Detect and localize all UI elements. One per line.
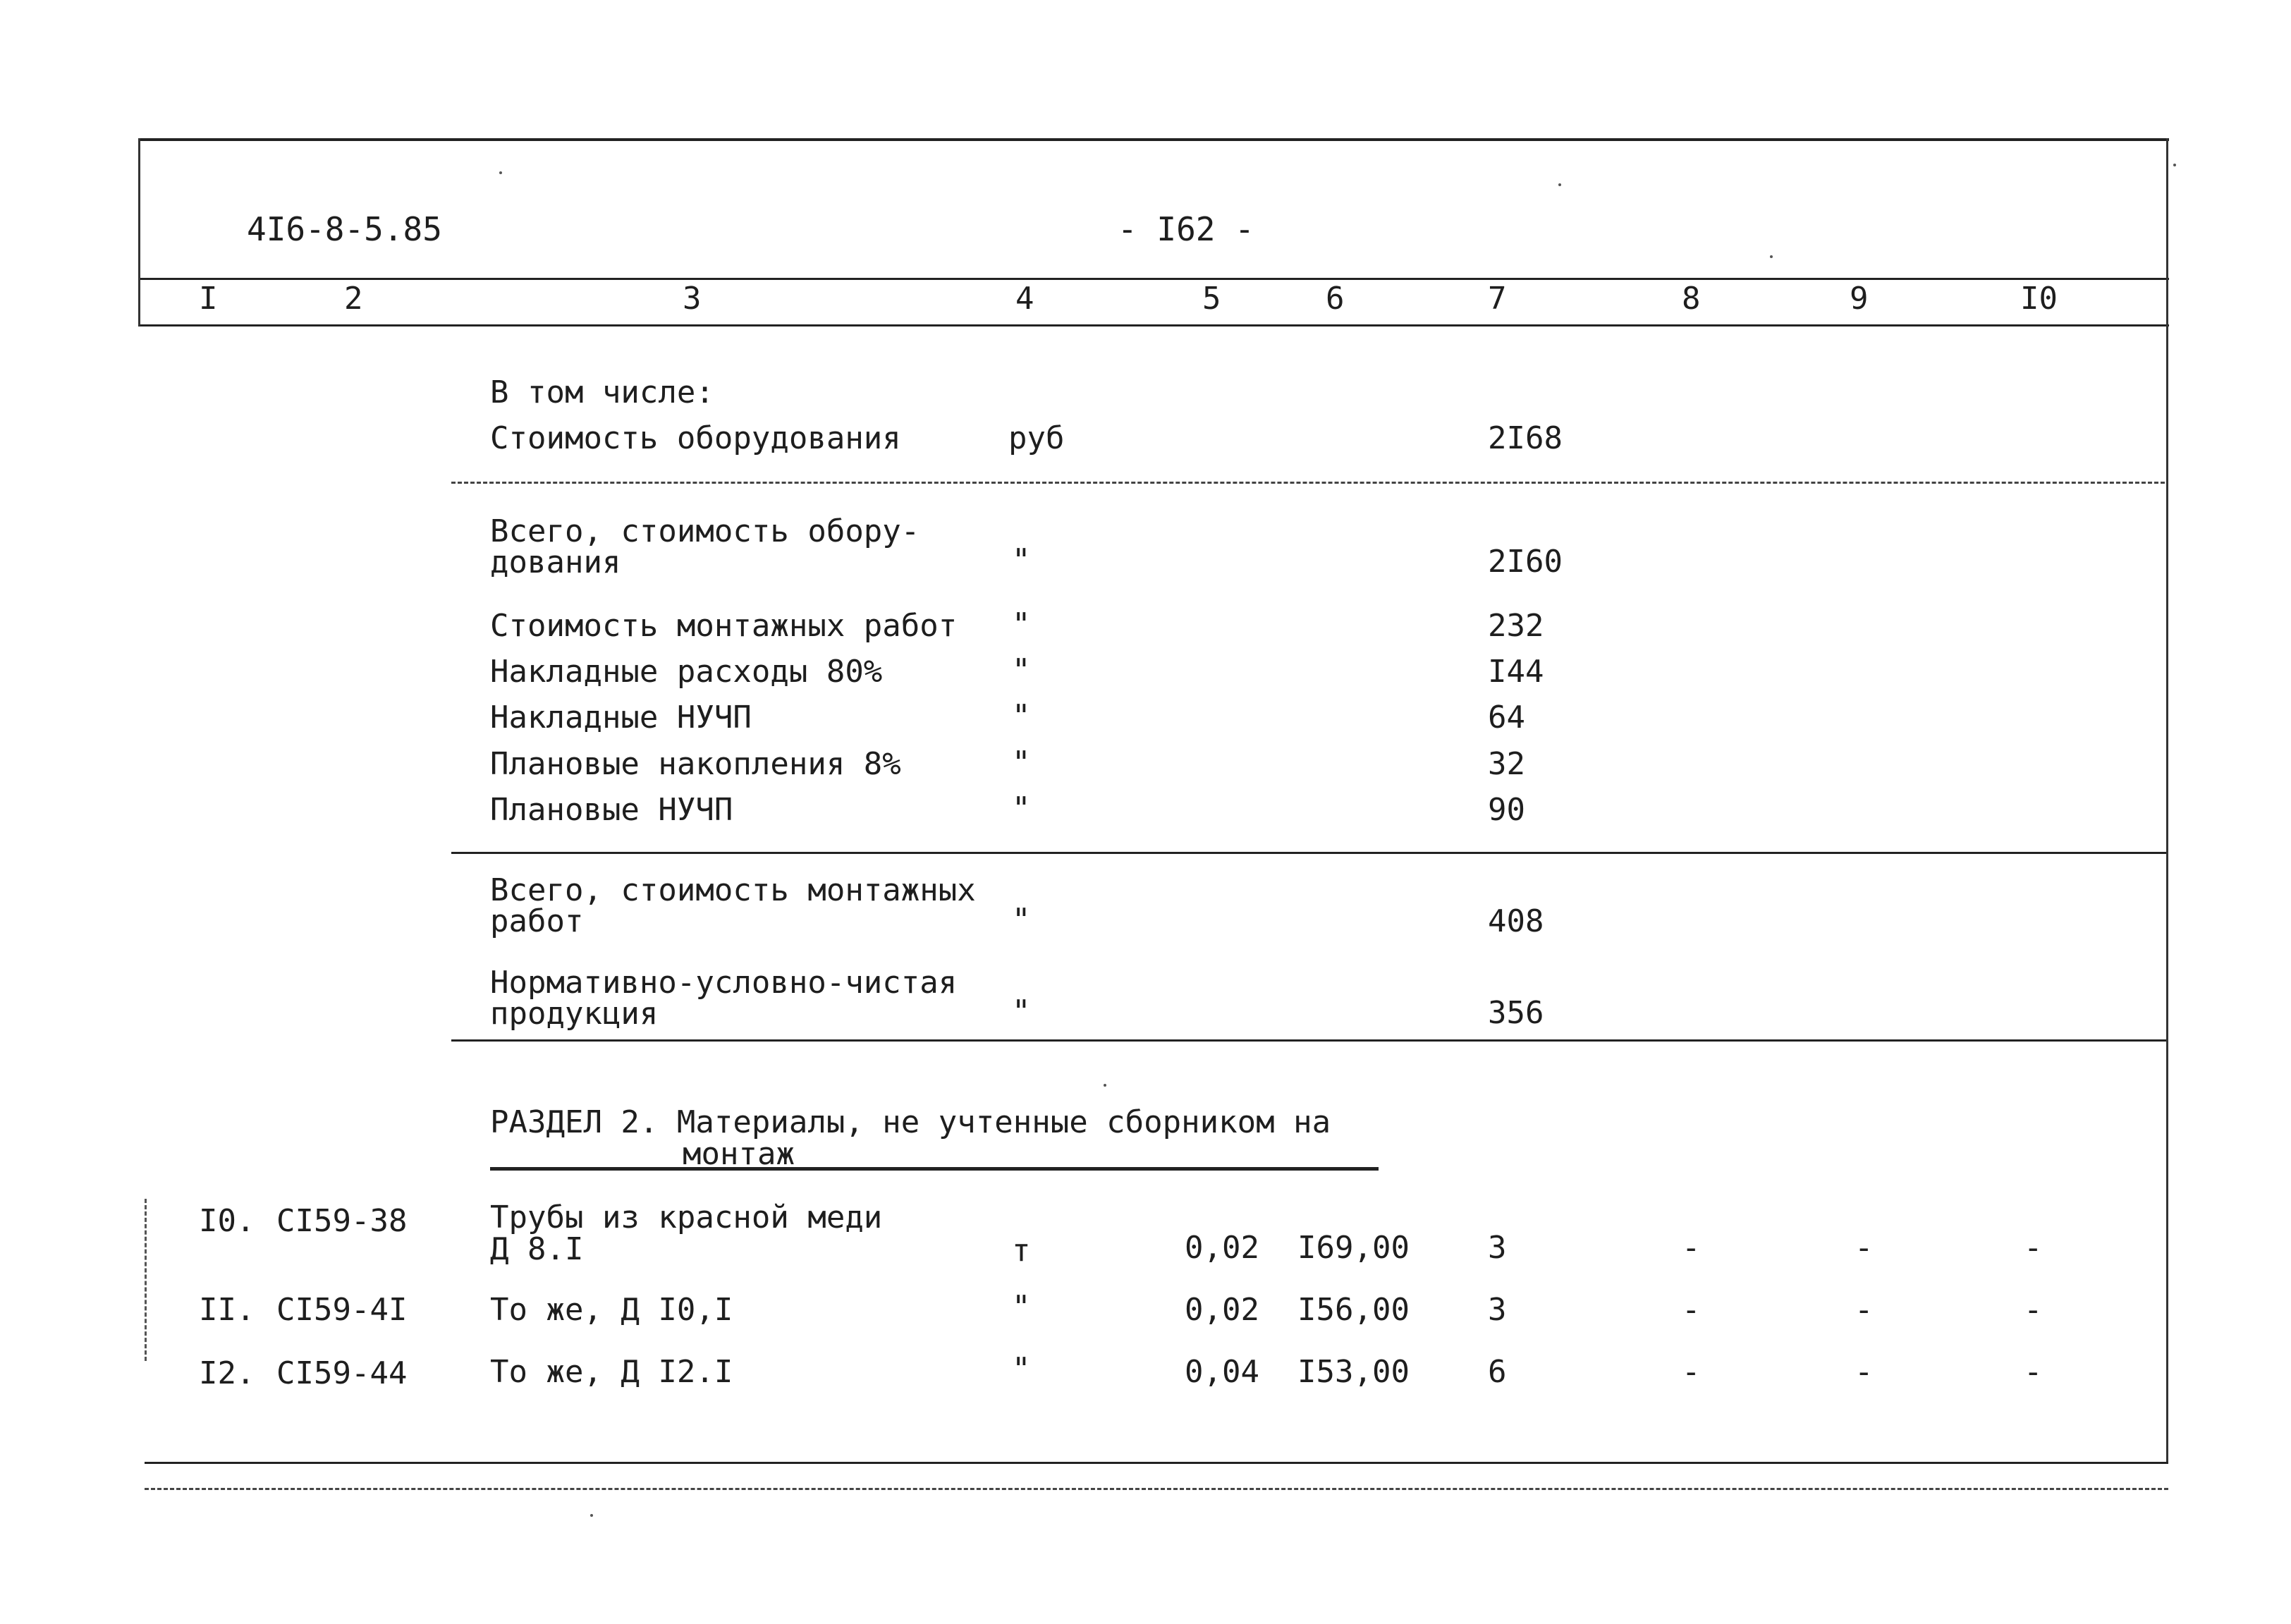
- row-name: То же, Д I0,I: [490, 1292, 733, 1328]
- scan-speck: [499, 171, 502, 174]
- nuchp-total-unit: ": [1012, 994, 1031, 1030]
- header-rule-top: [138, 278, 2169, 280]
- row-col8: -: [1682, 1354, 1701, 1390]
- row-col9: -: [1855, 1230, 1874, 1266]
- overhead-value: I44: [1488, 654, 1544, 690]
- row-unit: ": [1012, 1289, 1031, 1325]
- section-title-cont: монтаж: [683, 1136, 795, 1172]
- bottom-border: [145, 1462, 2168, 1464]
- install-total-value: 408: [1488, 903, 1544, 939]
- row-price: I69,00: [1297, 1230, 1410, 1266]
- planned-savings-unit: ": [1012, 745, 1031, 781]
- planned-nuchp-unit: ": [1012, 790, 1031, 826]
- top-border: [138, 138, 2169, 141]
- row-total: 6: [1488, 1354, 1507, 1390]
- separator-2: [451, 852, 2166, 854]
- row-col8: -: [1682, 1292, 1701, 1328]
- equipment-total-unit: ": [1012, 542, 1031, 578]
- row-name: Трубы из красной меди: [490, 1199, 883, 1235]
- scan-speck: [1770, 255, 1773, 258]
- left-border: [138, 138, 140, 326]
- separator-1: [451, 482, 2165, 484]
- column-number-10: I0: [2020, 281, 2058, 317]
- row-qty: 0,02: [1185, 1230, 1259, 1266]
- row-name-cont: Д 8.I: [490, 1231, 584, 1267]
- column-number-6: 6: [1326, 281, 1345, 317]
- scan-speck: [1104, 1084, 1106, 1087]
- row-price: I53,00: [1297, 1354, 1410, 1390]
- equipment-cost-value: 2I68: [1488, 420, 1563, 456]
- row-number: II.: [199, 1292, 255, 1328]
- planned-nuchp-label: Плановые НУЧП: [490, 792, 733, 828]
- equipment-cost-label: Стоимость оборудования: [490, 420, 901, 456]
- nuchp-total-value: 356: [1488, 995, 1544, 1031]
- section-underline: [490, 1167, 1379, 1171]
- column-number-8: 8: [1682, 281, 1701, 317]
- overhead-nuchp-label: Накладные НУЧП: [490, 700, 752, 735]
- row-number: I2.: [199, 1355, 255, 1391]
- row-number: I0.: [199, 1203, 255, 1239]
- overhead-label: Накладные расходы 80%: [490, 654, 883, 690]
- row-total: 3: [1488, 1292, 1507, 1328]
- left-border-dashed: [145, 1199, 147, 1361]
- row-col9: -: [1855, 1292, 1874, 1328]
- row-name: То же, Д I2.I: [490, 1354, 733, 1390]
- scan-speck: [1558, 183, 1561, 186]
- right-border: [2166, 138, 2168, 1464]
- row-col9: -: [1855, 1354, 1874, 1390]
- summary-heading: В том числе:: [490, 374, 714, 410]
- overhead-unit: ": [1012, 652, 1031, 688]
- row-qty: 0,02: [1185, 1292, 1259, 1328]
- scan-speck: [590, 1514, 593, 1517]
- equipment-total-value: 2I60: [1488, 544, 1563, 580]
- nuchp-total-label: Нормативно-условно-чистая продукция: [490, 965, 958, 1032]
- separator-3: [451, 1039, 2166, 1042]
- section-title: РАЗДЕЛ 2. Материалы, не учтенные сборником на: [490, 1104, 1331, 1140]
- row-unit: ": [1012, 1351, 1031, 1387]
- install-total-label: Всего, стоимость монтажных работ: [490, 872, 976, 939]
- row-total: 3: [1488, 1230, 1507, 1266]
- row-qty: 0,04: [1185, 1354, 1259, 1390]
- row-price: I56,00: [1297, 1292, 1410, 1328]
- row-col10: -: [2024, 1354, 2043, 1390]
- overhead-nuchp-value: 64: [1488, 700, 1525, 735]
- install-cost-value: 232: [1488, 608, 1544, 644]
- install-cost-label: Стоимость монтажных работ: [490, 608, 958, 644]
- page-number: - I62 -: [1118, 210, 1254, 248]
- equipment-cost-unit: руб: [1008, 420, 1065, 456]
- column-number-2: 2: [344, 281, 363, 317]
- row-col10: -: [2024, 1230, 2043, 1266]
- row-code: CI59-38: [276, 1203, 408, 1239]
- row-col8: -: [1682, 1230, 1701, 1266]
- install-total-unit: ": [1012, 902, 1031, 938]
- row-col10: -: [2024, 1292, 2043, 1328]
- column-number-7: 7: [1488, 281, 1507, 317]
- column-number-3: 3: [683, 281, 702, 317]
- column-number-9: 9: [1850, 281, 1869, 317]
- planned-savings-value: 32: [1488, 746, 1525, 782]
- planned-savings-label: Плановые накопления 8%: [490, 746, 901, 782]
- row-unit: т: [1012, 1233, 1031, 1269]
- column-number-5: 5: [1202, 281, 1221, 317]
- header-rule-bottom: [138, 324, 2169, 326]
- install-cost-unit: ": [1012, 606, 1031, 642]
- column-number-4: 4: [1015, 281, 1034, 317]
- overhead-nuchp-unit: ": [1012, 698, 1031, 734]
- equipment-total-label: Всего, стоимость обору-дования: [490, 513, 920, 580]
- row-code: CI59-44: [276, 1355, 408, 1391]
- column-number-1: I: [199, 281, 218, 317]
- row-code: CI59-4I: [276, 1292, 408, 1328]
- scan-speck: [2173, 164, 2176, 166]
- document-code: 4I6-8-5.85: [247, 210, 442, 248]
- bottom-border-dashed: [145, 1488, 2168, 1490]
- planned-nuchp-value: 90: [1488, 792, 1525, 828]
